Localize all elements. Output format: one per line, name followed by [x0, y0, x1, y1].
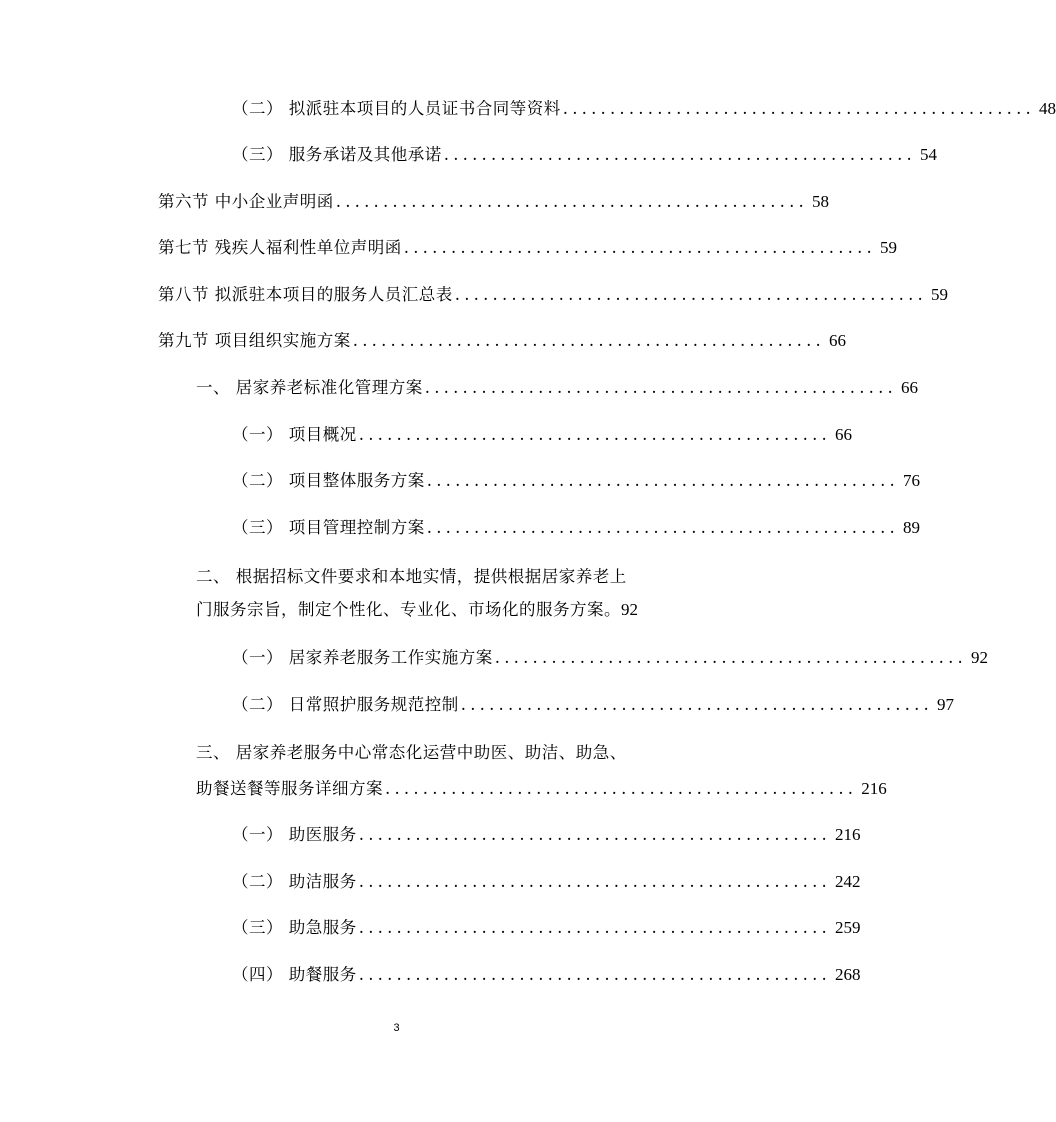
toc-leader-dots: .................................................. — [460, 695, 933, 714]
toc-entry-page: 66 — [829, 331, 846, 350]
toc-leader-dots: .................................................. — [454, 285, 927, 304]
toc-entry-label: （三） 服务承诺及其他承诺 — [232, 145, 442, 164]
toc-entry[interactable] — [232, 962, 861, 988]
toc-entry[interactable] — [158, 328, 846, 354]
toc-leader-dots: .................................................. — [358, 872, 831, 891]
toc-entry[interactable] — [196, 597, 676, 623]
toc-entry-page: 216 — [835, 825, 861, 844]
toc-entry-page: 66 — [901, 378, 918, 397]
toc-leader-dots: .................................................. — [562, 99, 1035, 118]
toc-entry-label: 第六节 中小企业声明函 — [158, 192, 334, 211]
toc-entry-label: 门服务宗旨，制定个性化、专业化、市场化的服务方案。 — [196, 600, 621, 619]
toc-entry[interactable] — [232, 692, 954, 718]
toc-entry-page: 76 — [903, 471, 920, 490]
toc-entry-label: （二） 助洁服务 — [232, 872, 357, 891]
toc-leader-dots: .................................................. — [358, 425, 831, 444]
toc-entry-page: 97 — [937, 695, 954, 714]
toc-entry-label: （二） 拟派驻本项目的人员证书合同等资料 — [232, 99, 561, 118]
toc-leader-dots: .................................................. — [335, 192, 808, 211]
toc-entry-label: 第八节 拟派驻本项目的服务人员汇总表 — [158, 285, 453, 304]
toc-entry[interactable] — [232, 142, 937, 168]
toc-entry-line[interactable]: 三、 居家养老服务中心常态化运营中助医、助洁、助急、 — [196, 743, 627, 762]
toc-entry[interactable] — [232, 915, 861, 941]
toc-entry[interactable] — [158, 282, 948, 308]
toc-entry-page: 242 — [835, 872, 861, 891]
toc-entry[interactable] — [196, 776, 887, 802]
toc-leader-dots: .................................................. — [352, 331, 825, 350]
toc-entry-page: 59 — [931, 285, 948, 304]
toc-entry-page: 216 — [861, 779, 887, 798]
toc-entry[interactable] — [232, 869, 861, 895]
toc-entry[interactable] — [232, 822, 861, 848]
toc-entry-page: 54 — [920, 145, 937, 164]
toc-entry-label: （二） 日常照护服务规范控制 — [232, 695, 459, 714]
toc-entry[interactable] — [158, 235, 897, 261]
toc-entry-label: （一） 项目概况 — [232, 425, 357, 444]
toc-entry[interactable] — [232, 645, 988, 671]
toc-entry-line[interactable]: 二、 根据招标文件要求和本地实情，提供根据居家养老上 — [196, 567, 627, 586]
toc-entry-label: 一、 居家养老标准化管理方案 — [196, 378, 423, 397]
toc-leader-dots: .................................................. — [443, 145, 916, 164]
toc-entry-label: （一） 助医服务 — [232, 825, 357, 844]
toc-leader-dots: .................................................. — [424, 378, 897, 397]
toc-entry-page: 66 — [835, 425, 852, 444]
toc-entry-label: 第九节 项目组织实施方案 — [158, 331, 351, 350]
toc-entry-label: （三） 助急服务 — [232, 918, 357, 937]
toc-entry[interactable] — [196, 375, 918, 401]
toc-entry-page: 59 — [880, 238, 897, 257]
toc-leader-dots: .................................................. — [403, 238, 876, 257]
toc-entry-label: （四） 助餐服务 — [232, 965, 357, 984]
toc-entry[interactable] — [158, 189, 829, 215]
toc-leader-dots: .................................................. — [358, 825, 831, 844]
toc-entry-label: 第七节 残疾人福利性单位声明函 — [158, 238, 402, 257]
toc-entry-page: 89 — [903, 518, 920, 537]
toc-leader-dots: .................................................. — [494, 648, 967, 667]
toc-entry-label: （二） 项目整体服务方案 — [232, 471, 425, 490]
toc-entry[interactable] — [232, 468, 920, 494]
toc-entry[interactable] — [232, 96, 1056, 122]
toc-entry-page: 92 — [971, 648, 988, 667]
toc-leader-dots: .................................................. — [385, 779, 858, 798]
toc-entry-page: 48 — [1039, 99, 1056, 118]
toc-entry-page: 92 — [621, 600, 638, 619]
toc-leader-dots: .................................................. — [358, 918, 831, 937]
toc-leader-dots: .................................................. — [426, 518, 899, 537]
toc-leader-dots: .................................................. — [358, 965, 831, 984]
toc-entry-label: （一） 居家养老服务工作实施方案 — [232, 648, 493, 667]
toc-entry-page: 58 — [812, 192, 829, 211]
toc-entry[interactable] — [232, 422, 852, 448]
toc-entry-label: （三） 项目管理控制方案 — [232, 518, 425, 537]
page-number: 3 — [393, 1022, 400, 1034]
toc-entry-label: 助餐送餐等服务详细方案 — [196, 779, 383, 798]
toc-entry-page: 259 — [835, 918, 861, 937]
toc-entry[interactable] — [232, 515, 920, 541]
toc-leader-dots: .................................................. — [426, 471, 899, 490]
toc-entry-page: 268 — [835, 965, 861, 984]
